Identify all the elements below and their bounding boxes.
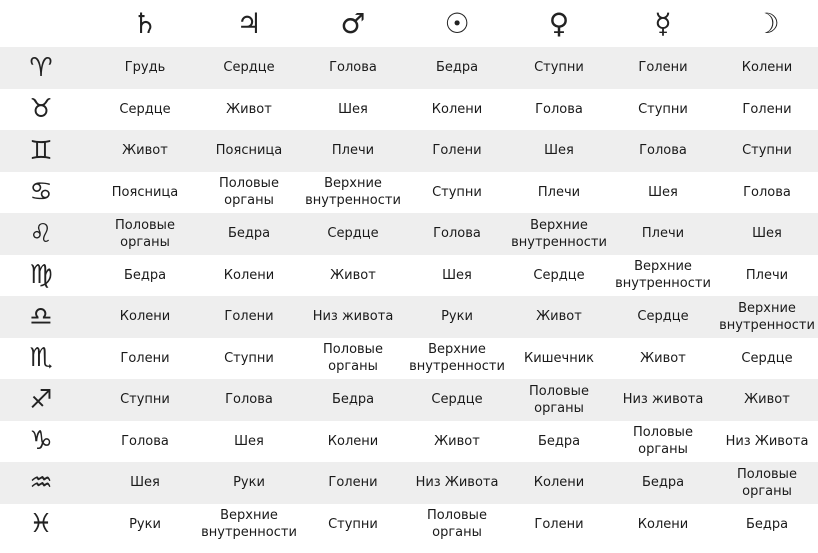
table-cell: Сердце <box>533 267 585 283</box>
table-cell: Голени <box>224 309 274 325</box>
table-row <box>0 255 818 297</box>
table-cell: Сердце <box>637 309 689 325</box>
taurus-icon: ♉ <box>29 94 53 125</box>
table-cell: Живот <box>744 392 790 408</box>
table-cell: Кишечник <box>523 350 595 366</box>
table-cell: Половые органы <box>529 383 589 416</box>
table-cell: Ступни <box>638 101 688 117</box>
table-cell: Низ Живота <box>725 433 809 449</box>
table-cell: Голова <box>743 184 791 200</box>
table-cell: Половые органы <box>219 176 279 209</box>
table-cell: Голова <box>329 60 377 76</box>
table-cell: Колени <box>741 60 793 76</box>
gemini-icon: ♊ <box>29 135 53 166</box>
table-cell: Верхние внутренности <box>409 342 505 375</box>
table-cell: Ступни <box>328 516 378 532</box>
table-row <box>0 462 818 504</box>
aquarius-icon: ♒ <box>29 467 53 498</box>
virgo-icon: ♍ <box>29 260 53 291</box>
table-cell: Бедра <box>123 267 167 283</box>
table-cell: Голени <box>328 475 378 491</box>
table-cell: Голени <box>432 143 482 159</box>
table-cell: Низ Живота <box>415 475 499 491</box>
table-cell: Колени <box>223 267 275 283</box>
table-cell: Верхние внутренности <box>305 176 401 209</box>
table-cell: Живот <box>226 101 272 117</box>
table-cell: Шея <box>544 143 574 159</box>
table-row <box>0 421 818 463</box>
jupiter-icon: ♃ <box>236 6 262 40</box>
table-cell: Голени <box>534 516 584 532</box>
table-cell: Голени <box>120 350 170 366</box>
table-cell: Плечи <box>331 143 375 159</box>
table-cell: Руки <box>129 516 161 532</box>
table-cell: Голова <box>121 433 169 449</box>
table-cell: Бедра <box>331 392 375 408</box>
table-cell: Низ живота <box>312 309 394 325</box>
table-cell: Бедра <box>227 226 271 242</box>
table-cell: Поясница <box>111 184 179 200</box>
table-cell: Грудь <box>124 60 166 76</box>
table-cell: Сердце <box>327 226 379 242</box>
table-row <box>0 89 818 131</box>
leo-icon: ♌ <box>29 218 53 249</box>
table-row <box>0 172 818 214</box>
table-cell: Верхние внутренности <box>719 300 815 333</box>
table-row <box>0 504 818 546</box>
table-cell: Шея <box>648 184 678 200</box>
table-row <box>0 338 818 380</box>
table-cell: Сердце <box>119 101 171 117</box>
table-row <box>0 379 818 421</box>
table-cell: Половые органы <box>633 425 693 458</box>
saturn-icon: ♄ <box>132 6 158 40</box>
aries-icon: ♈ <box>29 52 53 83</box>
table-cell: Колени <box>637 516 689 532</box>
table-cell: Голени <box>638 60 688 76</box>
table-cell: Половые органы <box>323 342 383 375</box>
table-cell: Верхние внутренности <box>511 217 607 250</box>
sun-icon: ☉ <box>444 6 470 40</box>
table-cell: Ступни <box>224 350 274 366</box>
table-cell: Ступни <box>120 392 170 408</box>
mercury-icon: ☿ <box>654 6 672 40</box>
sagittarius-icon: ♐ <box>29 384 53 415</box>
table-cell: Живот <box>640 350 686 366</box>
libra-icon: ♎ <box>29 301 53 332</box>
table-cell: Живот <box>536 309 582 325</box>
table-row <box>0 296 818 338</box>
table-cell: Шея <box>130 475 160 491</box>
table-cell: Бедра <box>641 475 685 491</box>
table-row <box>0 47 818 89</box>
table-cell: Половые органы <box>737 466 797 499</box>
table-cell: Ступни <box>432 184 482 200</box>
table-cell: Бедра <box>435 60 479 76</box>
scorpio-icon: ♏ <box>29 343 53 374</box>
table-cell: Голова <box>225 392 273 408</box>
venus-icon: ♀ <box>548 6 570 40</box>
table-cell: Шея <box>338 101 368 117</box>
table-cell: Бедра <box>745 516 789 532</box>
table-cell: Плечи <box>537 184 581 200</box>
table-cell: Плечи <box>641 226 685 242</box>
table-cell: Руки <box>441 309 473 325</box>
mars-icon: ♂ <box>340 6 366 40</box>
table-cell: Половые органы <box>115 217 175 250</box>
table-cell: Половые органы <box>427 508 487 541</box>
table-cell: Голова <box>535 101 583 117</box>
table-cell: Голова <box>639 143 687 159</box>
table-cell: Колени <box>533 475 585 491</box>
table-cell: Ступни <box>534 60 584 76</box>
table-cell: Верхние внутренности <box>201 508 297 541</box>
table-body <box>0 47 818 545</box>
capricorn-icon: ♑ <box>29 426 53 457</box>
table-cell: Сердце <box>223 60 275 76</box>
pisces-icon: ♓ <box>29 509 53 540</box>
table-cell: Колени <box>327 433 379 449</box>
table-cell: Верхние внутренности <box>615 259 711 292</box>
table-cell: Плечи <box>745 267 789 283</box>
table-cell: Сердце <box>431 392 483 408</box>
table-cell: Поясница <box>215 143 283 159</box>
table-cell: Живот <box>434 433 480 449</box>
table-cell: Живот <box>330 267 376 283</box>
table-cell: Колени <box>431 101 483 117</box>
table-cell: Живот <box>122 143 168 159</box>
table-cell: Руки <box>233 475 265 491</box>
table-row <box>0 130 818 172</box>
table-cell: Шея <box>442 267 472 283</box>
table-cell: Голени <box>742 101 792 117</box>
moon-icon: ☽ <box>754 6 780 40</box>
table-cell: Ступни <box>742 143 792 159</box>
table-cell: Шея <box>752 226 782 242</box>
table-cell: Шея <box>234 433 264 449</box>
table-cell: Бедра <box>537 433 581 449</box>
table-row <box>0 213 818 255</box>
planet-header-row <box>0 0 818 47</box>
table-cell: Сердце <box>741 350 793 366</box>
table-cell: Колени <box>119 309 171 325</box>
table-cell: Голова <box>433 226 481 242</box>
cancer-icon: ♋ <box>29 177 53 208</box>
table-cell: Низ живота <box>622 392 704 408</box>
